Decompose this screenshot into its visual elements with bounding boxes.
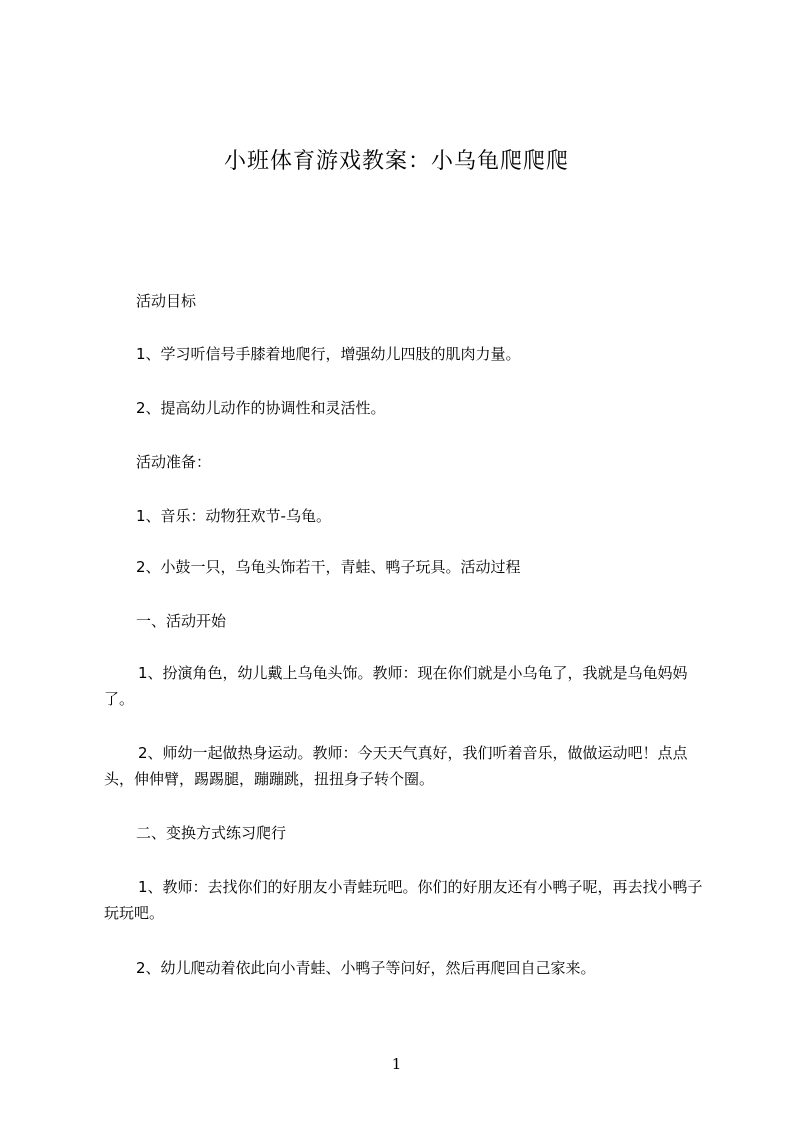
paragraph-section-2-item-2: 2、幼儿爬动着依此向小青蛙、小鸭子等问好，然后再爬回自己家来。 [136, 959, 596, 977]
paragraph-section-1-item-2: 2、师幼一起做热身运动。教师：今天天气真好，我们听着音乐，做做运动吧！点点头，伸伸臂，踢踢腿，蹦蹦跳，扭扭身子转个圈。 [104, 744, 688, 788]
paragraph-objectives-heading: 活动目标 [136, 292, 197, 310]
page-number: 1 [391, 1055, 402, 1073]
paragraph-objective-1: 1、学习听信号手膝着地爬行，增强幼儿四肢的肌肉力量。 [136, 345, 521, 363]
paragraph-section-2-item-1: 1、教师：去找你们的好朋友小青蛙玩吧。你们的好朋友还有小鸭子呢，再去找小鸭子玩玩吧。 [104, 878, 703, 922]
paragraph-section-2-heading: 二、变换方式练习爬行 [136, 824, 287, 842]
paragraph-objective-2: 2、提高幼儿动作的协调性和灵活性。 [136, 399, 386, 417]
paragraph-section-1-item-1: 1、扮演角色，幼儿戴上乌龟头饰。教师：现在你们就是小乌龟了，我就是乌龟妈妈了。 [104, 664, 688, 708]
paragraph-preparation-1: 1、音乐：动物狂欢节-乌龟。 [136, 507, 331, 525]
paragraph-preparation-2: 2、小鼓一只，乌龟头饰若干，青蛙、鸭子玩具。活动过程 [136, 558, 521, 576]
paragraph-section-1-heading: 一、活动开始 [136, 612, 227, 630]
document-title: 小班体育游戏教案：小乌龟爬爬爬 [223, 149, 569, 174]
paragraph-preparation-heading: 活动准备： [136, 453, 212, 471]
